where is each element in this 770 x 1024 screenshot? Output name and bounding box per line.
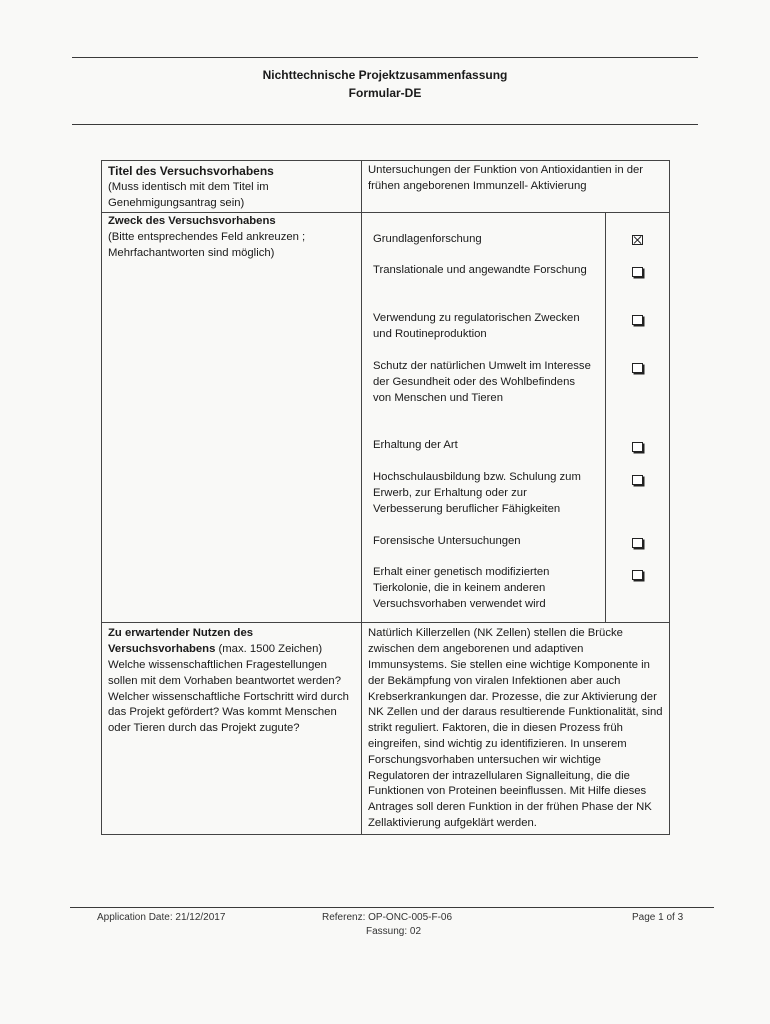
title-label-note-2: Genehmigungsantrag sein) [108,196,245,209]
footer-reference: Referenz: OP-ONC-005-F-06 [322,912,453,923]
purpose-option-label: Erhaltung der Art [373,439,458,452]
checkbox-hochschulausbildung[interactable] [632,475,643,485]
purpose-label-cell [102,213,362,623]
purpose-label: Zweck des Versuchsvorhabens [108,215,276,228]
purpose-option-5 [368,454,600,518]
purpose-option-label: Schutz der natürlichen Umwelt im Interesse der Gesundheit oder des Wohlbefindens von Menschen und Tieren [373,360,591,404]
checkbox-erhaltung-art[interactable] [632,442,643,452]
benefit-row [102,623,670,834]
purpose-options-cell [362,213,606,623]
checkbox-translationale-forschung[interactable] [632,267,643,277]
purpose-option-label: Verwendung zu regulatorischen Zwecken und Routineproduktion [373,312,580,341]
summary-form-table [101,160,670,835]
purpose-option-label: Hochschulausbildung bzw. Schulung zum Erwerb, zur Erhaltung oder zur Verbesserung beruflicher Fähigkeiten [373,471,581,515]
header-rule-bottom [72,124,698,125]
title-label: Titel des Versuchsvorhabens [108,164,274,178]
checkbox-schutz-umwelt[interactable] [632,363,643,373]
purpose-option-label: Grundlagenforschung [373,233,482,246]
purpose-option-2 [368,295,600,343]
checkbox-regulatorische-zwecke[interactable] [632,315,643,325]
benefit-label [108,626,356,658]
purpose-row [102,213,670,623]
checkbox-tierkolonie[interactable] [632,570,643,580]
benefit-value: Natürlich Killerzellen (NK Zellen) stellen die Brücke zwischen dem angeborenen und adaptiven Immunsystems. Sie stellen eine wichtige Komponente in der Bekämpfung von viralen Infektionen aber auch Krebserkrankungen dar. Prozesse, die zur Aktivierung der NK Zellen und der daraus resultierende Funktionalität, sind strikt reguliert. Faktoren, die in diesen Prozess früh eingreifen, sind wichtig zu identifizieren. In unserem Forschungsvorhaben untersuchen wir wichtige Regulatoren der intrazellularen Signalleitung, die die Funktionen von Proteinen beeinflussen. Mit Hilfe dieses Antrages soll deren Funktion in der frühen Phase der NK Zellaktivierung aufgeklärt werden. [368,627,663,829]
title-label-cell [102,161,362,213]
checkbox-forensische-untersuchungen[interactable] [632,538,643,548]
footer-page-number: Page 1 of 3 [632,912,684,923]
project-title-value: Untersuchungen der Funktion von Antioxidantien in der frühen angeborenen Immunzell- Aktivierung [368,164,644,192]
checkbox-grundlagenforschung[interactable] [632,235,643,245]
purpose-option-6 [368,518,600,550]
footer-application-date: Application Date: 21/12/2017 [97,912,226,923]
benefit-value-cell[interactable] [362,623,670,834]
purpose-option-label: Erhalt einer genetisch modifizierten Tierkolonie, die in keinem anderen Versuchsvorhaben verwendet wird [373,566,550,610]
document-title: Nichttechnische Projektzusammenfassung [262,68,508,82]
benefit-label-limit: (max. 1500 Zeichen) [215,643,323,656]
benefit-question: Welche wissenschaftlichen Fragestellungen sollen mit dem Vorhaben beantwortet werden? Welcher wissenschaftliche Fortschritt wird durch das Projekt gefördert? Was kommt Menschen oder Tieren durch das Projekt zugute? [108,658,349,735]
title-label-note: (Muss identisch mit dem Titel im [108,180,269,193]
purpose-option-4 [368,423,600,454]
benefit-label-bold: Zu erwartender Nutzen des Versuchsvorhabens [108,627,254,656]
benefit-label-cell [102,623,362,834]
purpose-label-note: (Bitte entsprechendes Feld ankreuzen ; Mehrfachantworten sind möglich) [108,231,306,259]
footer-version: Fassung: 02 [366,926,422,937]
footer-rule [70,907,714,908]
purpose-checkbox-cell [606,213,670,623]
header-rule-top [72,57,698,58]
purpose-option-label: Translationale und angewandte Forschung [373,264,587,277]
purpose-option-label: Forensische Untersuchungen [373,535,521,548]
purpose-option-1 [368,248,600,295]
purpose-option-7 [368,550,600,621]
form-code: Formular-DE [348,86,422,100]
purpose-option-3 [368,343,600,423]
